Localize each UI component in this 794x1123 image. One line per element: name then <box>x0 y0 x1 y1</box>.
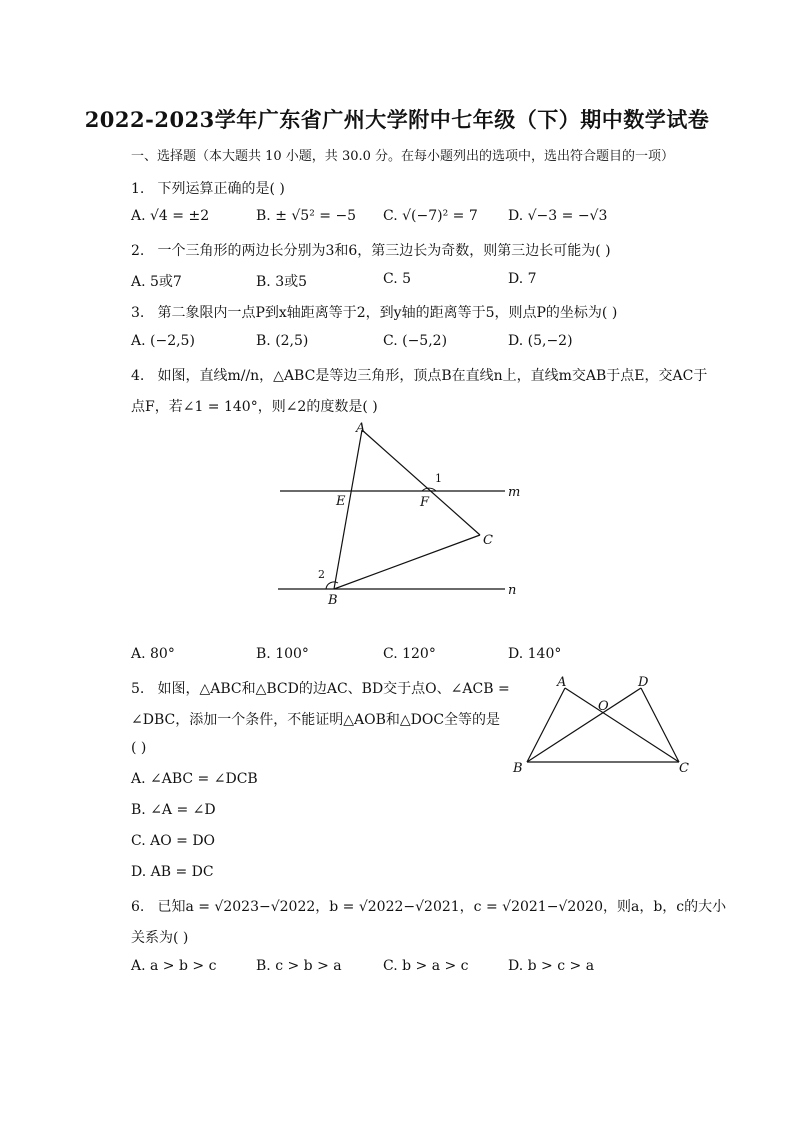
side-ac <box>362 430 480 535</box>
question-5-option-d: D. AB = DC <box>131 864 214 880</box>
option-b: B. (2,5) <box>256 333 309 349</box>
label-a: A <box>557 675 567 690</box>
label-2: 2 <box>318 568 325 581</box>
side-ab <box>527 688 565 762</box>
question-text: 点F，若∠1 = 140°，则∠2的度数是( ) <box>131 399 378 415</box>
section-heading: 一、选择题（本大题共 10 小题，共 30.0 分。在每小题列出的选项中，选出符合题目的一项） <box>131 149 675 164</box>
question-5-line-2 <box>131 709 500 729</box>
label-n: n <box>508 583 517 598</box>
question-text: 关系为( ) <box>131 930 189 946</box>
question-5-option-c: C. AO = DO <box>131 833 216 849</box>
option-d: D. (5,−2) <box>508 333 573 349</box>
label-e: E <box>336 494 346 509</box>
question-text: 如图，△ABC和△BCD的边AC、BD交于点O、∠ACB = <box>157 681 510 697</box>
question-number: 6. <box>131 899 145 915</box>
question-text: 下列运算正确的是( ) <box>157 181 285 197</box>
option-a: A. √4 = ±2 <box>131 208 210 224</box>
question-4 <box>131 365 707 385</box>
option-c: C. (−5,2) <box>383 333 448 349</box>
option-b: B. ± √5² = −5 <box>256 208 357 224</box>
side-bd <box>527 688 641 762</box>
question-4-line-2 <box>131 396 378 416</box>
question-text: ( ) <box>131 740 147 756</box>
label-1: 1 <box>435 472 442 485</box>
side-dc <box>641 688 679 762</box>
question-5-line-3 <box>131 740 146 756</box>
option-b: B. 100° <box>256 646 309 662</box>
question-number: 5. <box>131 681 145 697</box>
question-number: 3. <box>131 305 145 321</box>
option-d: D. b > c > a <box>508 958 595 974</box>
option-a: A. a > b > c <box>131 958 217 974</box>
option-d: D. 140° <box>508 646 562 662</box>
option-c: C. 5 <box>383 271 412 287</box>
option-d: D. 7 <box>508 271 537 287</box>
option-c: C. b > a > c <box>383 958 469 974</box>
option-a: A. (−2,5) <box>131 333 195 349</box>
option-b: B. 3或5 <box>256 274 308 290</box>
question-text: 第二象限内一点P到x轴距离等于2，到y轴的距离等于5，则点P的坐标为( ) <box>157 305 618 321</box>
question-text: ∠DBC，添加一个条件，不能证明△AOB和△DOC全等的是 <box>131 712 501 728</box>
page-title: 2022-2023学年广东省广州大学附中七年级（下）期中数学试卷 <box>84 107 710 132</box>
question-5 <box>131 678 510 698</box>
label-b: B <box>513 761 523 776</box>
question-3 <box>131 302 617 322</box>
question-1 <box>131 178 285 198</box>
question-text: 已知a = √2023−√2022，b = √2022−√2021，c = √2021−√2020，则a，b，c的大小 <box>157 899 727 915</box>
question-2 <box>131 240 611 260</box>
label-b: B <box>328 593 338 608</box>
label-m: m <box>508 485 521 500</box>
option-a: A. 80° <box>131 646 175 662</box>
figure-crossed-triangles <box>505 672 705 782</box>
label-f: F <box>420 495 430 510</box>
question-number: 1. <box>131 181 145 197</box>
label-c: C <box>679 761 689 776</box>
label-d: D <box>638 675 649 690</box>
option-b: B. c > b > a <box>256 958 342 974</box>
option-a: A. 5或7 <box>131 274 182 290</box>
label-o: O <box>598 699 609 714</box>
figure-parallel-lines-triangle <box>270 418 530 608</box>
question-text: 如图，直线m//n，△ABC是等边三角形，顶点B在直线n上，直线m交AB于点E，交AC于 <box>157 368 708 384</box>
option-c: C. √(−7)² = 7 <box>383 208 478 224</box>
question-number: 4. <box>131 368 145 384</box>
label-c: C <box>483 533 493 548</box>
question-5-option-a: A. ∠ABC = ∠DCB <box>131 771 258 787</box>
question-text: 一个三角形的两边长分别为3和6，第三边长为奇数，则第三边长可能为( ) <box>157 243 611 259</box>
question-5-option-b: B. ∠A = ∠D <box>131 802 216 818</box>
question-6 <box>131 896 726 916</box>
label-a: A <box>356 421 366 436</box>
option-c: C. 120° <box>383 646 436 662</box>
side-bc <box>334 535 480 589</box>
option-d: D. √−3 = −√3 <box>508 208 608 224</box>
question-number: 2. <box>131 243 145 259</box>
side-ac <box>565 688 679 762</box>
question-6-line-2 <box>131 927 188 947</box>
side-ab <box>334 430 362 589</box>
